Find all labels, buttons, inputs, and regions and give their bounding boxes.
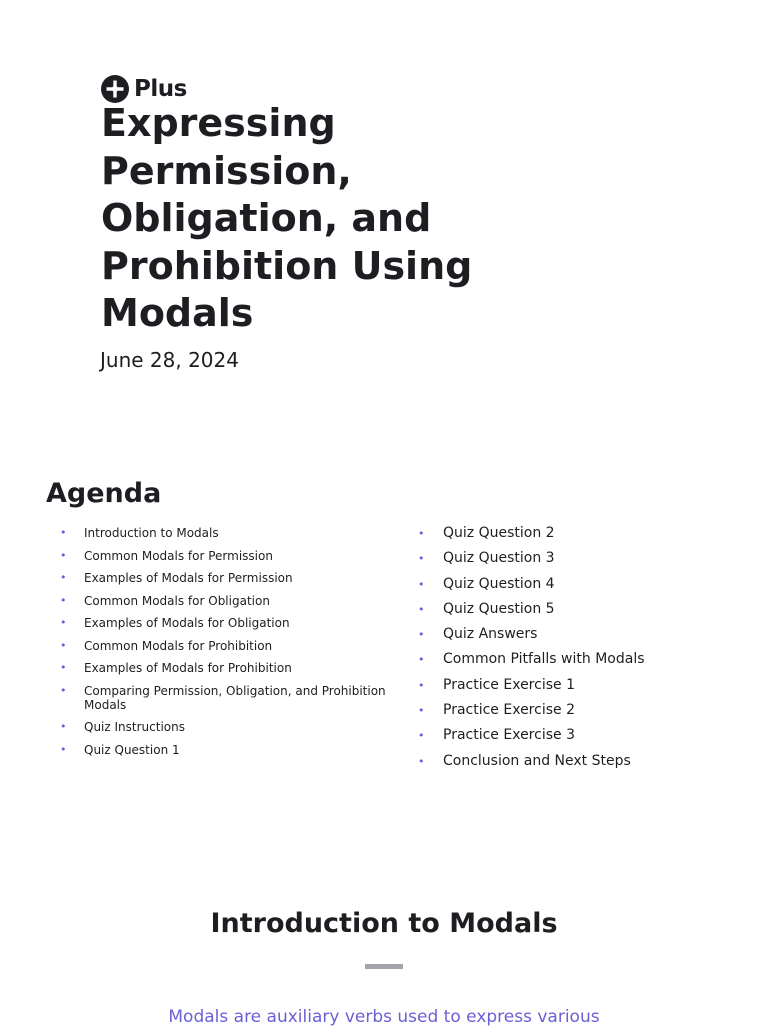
section-divider [365, 964, 403, 969]
agenda-item-label: Quiz Question 4 [443, 575, 555, 592]
agenda-item-label: Comparing Permission, Obligation, and Prohibition Modals [84, 683, 386, 712]
bullet-icon: • [418, 729, 425, 743]
agenda-item [418, 626, 738, 643]
section-heading-introduction: Introduction to Modals [210, 908, 558, 939]
bullet-icon: • [60, 683, 67, 697]
agenda-item-label: Common Modals for Prohibition [84, 638, 273, 653]
agenda-item-label: Examples of Modals for Permission [84, 571, 293, 585]
bullet-icon: • [418, 577, 425, 591]
agenda-item [418, 550, 738, 567]
agenda-item [60, 720, 390, 734]
bullet-icon: • [60, 742, 67, 756]
agenda-item-label: Common Modals for Obligation [84, 593, 270, 608]
agenda-item [60, 549, 390, 563]
bullet-icon: • [418, 552, 425, 566]
bullet-icon: • [60, 638, 67, 652]
document-title: Expressing Permission, Obligation, and Prohibition Using Modals [101, 101, 473, 335]
agenda-item [60, 616, 390, 630]
bullet-icon: • [418, 602, 425, 616]
agenda-item [418, 601, 738, 618]
agenda-item [418, 576, 738, 593]
agenda-item-label: Quiz Question 3 [443, 550, 555, 567]
agenda-item [60, 684, 390, 712]
agenda-item-label: Quiz Question 5 [443, 600, 555, 617]
agenda-item [418, 651, 738, 668]
bullet-icon: • [60, 616, 67, 629]
brand-name: Plus [134, 76, 187, 102]
agenda-item [60, 571, 390, 585]
bullet-icon: • [418, 704, 425, 718]
agenda-item-label: Quiz Question 2 [443, 525, 555, 541]
document-date: June 28, 2024 [100, 348, 239, 372]
agenda-item-label: Examples of Modals for Prohibition [84, 661, 292, 675]
agenda-item [418, 677, 738, 694]
bullet-icon: • [418, 628, 425, 642]
plus-logo-icon [101, 75, 129, 103]
agenda-list-right [418, 525, 738, 778]
agenda-item-label: Common Modals for Permission [84, 548, 273, 563]
bullet-icon: • [418, 754, 425, 768]
agenda-item-label: Practice Exercise 2 [443, 702, 575, 719]
bullet-icon: • [60, 661, 67, 674]
agenda-item-label: Examples of Modals for Obligation [84, 616, 290, 630]
bullet-icon: • [60, 593, 67, 607]
agenda-item [60, 661, 390, 675]
bullet-icon: • [60, 548, 67, 562]
agenda-item [60, 639, 390, 653]
agenda-item [60, 594, 390, 608]
section-body-text: Modals are auxiliary verbs used to express various [168, 1007, 600, 1027]
brand-logo [101, 75, 187, 103]
agenda-item-label: Common Pitfalls with Modals [443, 651, 645, 668]
agenda-item-label: Introduction to Modals [84, 526, 219, 540]
agenda-item [418, 727, 738, 744]
agenda-item-label: Quiz Answers [443, 626, 538, 643]
bullet-icon: • [60, 526, 67, 539]
bullet-icon: • [418, 678, 425, 692]
agenda-item [418, 702, 738, 719]
agenda-item [60, 743, 390, 757]
agenda-item-label: Quiz Instructions [84, 720, 185, 734]
bullet-icon: • [60, 571, 67, 584]
agenda-item-label: Practice Exercise 3 [443, 727, 575, 744]
bullet-icon: • [418, 527, 425, 540]
agenda-list-left [60, 526, 390, 765]
agenda-item-label: Practice Exercise 1 [443, 676, 575, 693]
bullet-icon: • [60, 720, 67, 733]
agenda-item [418, 525, 738, 542]
bullet-icon: • [418, 653, 425, 667]
agenda-item-label: Quiz Question 1 [84, 742, 180, 757]
agenda-item-label: Conclusion and Next Steps [443, 752, 631, 769]
agenda-heading: Agenda [46, 478, 162, 509]
agenda-item [60, 526, 390, 540]
agenda-item [418, 753, 738, 770]
